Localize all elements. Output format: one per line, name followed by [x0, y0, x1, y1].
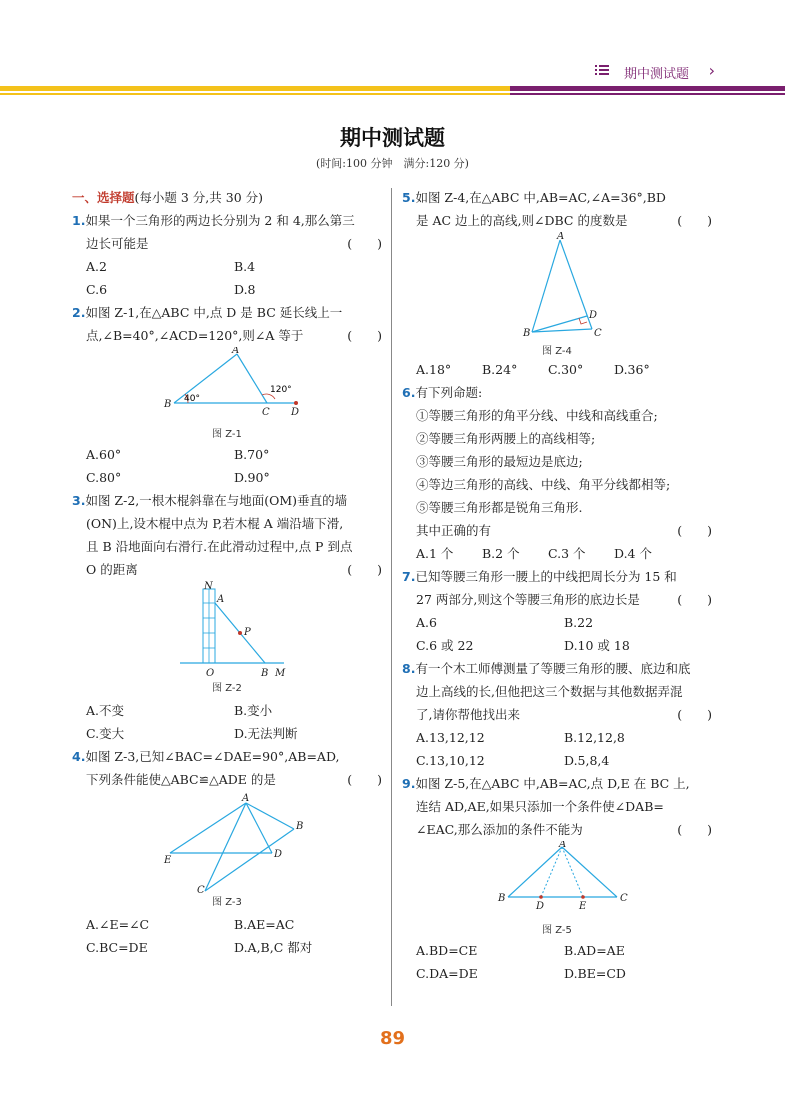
segment-ac	[562, 847, 617, 897]
chevron-right-icon: ›	[708, 61, 715, 80]
page-header	[0, 0, 785, 100]
header-bar-yellow-thin	[0, 93, 510, 95]
label-c: C	[197, 885, 205, 893]
question-text: 点,∠B=40°,∠ACD=120°,则∠A 等于	[86, 328, 304, 343]
figure-caption: 图 Z-1	[212, 429, 242, 440]
option-c[interactable]: C.13,10,12	[416, 753, 485, 768]
question-1	[72, 209, 382, 301]
option-d[interactable]: D.5,8,4	[564, 753, 610, 768]
question-text: 如图 Z-1,在△ABC 中,点 D 是 BC 延长线上一	[85, 305, 343, 320]
answer-blank[interactable]: ( )	[347, 236, 382, 251]
option-d[interactable]: D.36°	[614, 362, 650, 377]
option-c[interactable]: C.6	[86, 282, 108, 297]
figure-z1	[72, 347, 382, 425]
option-b[interactable]: B.12,12,8	[564, 730, 625, 745]
section-heading: 一、选择题(每小题 3 分,共 30 分)	[72, 190, 263, 205]
label-o: O	[206, 668, 215, 679]
question-text: 边长可能是	[86, 236, 149, 251]
option-a[interactable]: A.∠E=∠C	[86, 917, 150, 932]
option-c[interactable]: C.变大	[86, 726, 125, 741]
label-d: D	[291, 407, 300, 418]
option-b[interactable]: B.变小	[234, 703, 273, 718]
question-3	[72, 489, 382, 745]
question-text: 如图 Z-4,在△ABC 中,AB=AC,∠A=36°,BD	[415, 190, 666, 205]
isosceles-de-diagram	[402, 841, 712, 921]
option-b[interactable]: B.24°	[482, 362, 518, 377]
option-d[interactable]: D.无法判断	[234, 726, 298, 741]
option-c[interactable]: C.6 或 22	[416, 638, 474, 653]
option-a[interactable]: A.13,12,12	[416, 730, 485, 745]
label-a: A	[559, 841, 567, 850]
question-text: ∠EAC,那么添加的条件不能为	[416, 822, 583, 837]
label-a: A	[557, 232, 565, 242]
triangles-diagram	[72, 791, 382, 893]
label-c: C	[262, 407, 270, 418]
question-text: 是 AC 边上的高线,则∠DBC 的度数是	[416, 213, 628, 228]
label-b: B	[523, 328, 531, 339]
label-e: E	[164, 855, 172, 866]
label-c: C	[620, 893, 628, 904]
question-number: 5.	[402, 190, 416, 205]
angle-b-value: 40°	[184, 394, 200, 404]
option-b[interactable]: B.AE=AC	[234, 917, 295, 932]
label-b: B	[296, 821, 304, 832]
statement-1: ①等腰三角形的角平分线、中线和高线重合;	[416, 408, 658, 423]
page-subtitle: (时间:100 分钟 满分:120 分)	[316, 157, 469, 170]
question-7	[402, 565, 712, 657]
label-d: D	[274, 849, 283, 860]
segment-ad	[541, 847, 562, 897]
statement-4: ④等边三角形的高线、中线、角平分线都相等;	[416, 477, 671, 492]
question-text: O 的距离	[86, 562, 138, 577]
left-column	[72, 186, 382, 959]
question-9	[402, 772, 712, 985]
label-a: A	[232, 347, 240, 356]
figure-z3	[72, 791, 382, 893]
option-d[interactable]: D.BE=CD	[564, 966, 626, 981]
angle-c-value: 120°	[270, 385, 292, 395]
label-b: B	[164, 399, 172, 410]
question-number: 6.	[402, 385, 416, 400]
option-d[interactable]: D.4 个	[614, 546, 652, 561]
header-section-label: 期中测试题	[623, 67, 689, 82]
header-bar-yellow	[0, 86, 510, 91]
answer-blank[interactable]: ( )	[677, 523, 712, 538]
question-text: 连结 AD,AE,如果只添加一个条件使∠DAB=	[416, 799, 664, 814]
point-p	[238, 631, 242, 635]
option-a[interactable]: A.18°	[416, 362, 452, 377]
question-5	[402, 186, 712, 381]
label-e: E	[579, 901, 587, 912]
option-a[interactable]: A.BD=CE	[416, 943, 478, 958]
label-a: A	[242, 793, 250, 804]
label-m: M	[275, 668, 286, 679]
label-n: N	[204, 581, 213, 592]
question-8	[402, 657, 712, 772]
segment-ab	[508, 847, 562, 897]
question-text: 已知等腰三角形一腰上的中线把周长分为 15 和	[415, 569, 677, 584]
question-number: 4.	[72, 749, 86, 764]
label-c: C	[594, 328, 602, 339]
figure-z2	[72, 581, 382, 679]
point-d	[539, 895, 543, 899]
column-divider	[391, 188, 392, 1006]
question-6	[402, 381, 712, 565]
point-d	[294, 401, 298, 405]
option-b[interactable]: B.22	[564, 615, 594, 630]
list-icon	[595, 63, 609, 77]
answer-blank[interactable]: ( )	[677, 707, 712, 722]
figure-z4	[402, 232, 712, 342]
answer-blank[interactable]: ( )	[677, 213, 712, 228]
question-number: 3.	[72, 493, 86, 508]
option-b[interactable]: B.2 个	[482, 546, 520, 561]
label-d: D	[536, 901, 545, 912]
header-bar-purple-thin	[510, 93, 785, 95]
header-bar-purple	[510, 86, 785, 91]
segment-ac	[560, 240, 592, 329]
question-text: 其中正确的有	[416, 523, 492, 538]
option-a[interactable]: A.60°	[86, 447, 122, 462]
isosceles-diagram	[402, 232, 712, 342]
right-angle-mark	[579, 318, 587, 324]
figure-z5	[402, 841, 712, 921]
option-a[interactable]: A.6	[416, 615, 437, 630]
question-text: 如图 Z-5,在△ABC 中,AB=AC,点 D,E 在 BC 上,	[415, 776, 690, 791]
option-c[interactable]: C.BC=DE	[86, 940, 148, 955]
option-a[interactable]: A.2	[86, 259, 107, 274]
segment-ae	[562, 847, 583, 897]
option-c[interactable]: C.30°	[548, 362, 584, 377]
page-number: 89	[379, 1028, 406, 1049]
question-2	[72, 301, 382, 489]
question-text: 如图 Z-2,一根木棍斜靠在与地面(OM)垂直的墙	[85, 493, 348, 508]
segment-ab	[532, 240, 560, 332]
question-text: 有一个木工师傅测量了等腰三角形的腰、底边和底	[415, 661, 691, 676]
question-4	[72, 745, 382, 959]
question-text: 如果一个三角形的两边长分别为 2 和 4,那么第三	[85, 213, 355, 228]
option-b[interactable]: B.70°	[234, 447, 270, 462]
figure-caption: 图 Z-4	[542, 346, 572, 357]
segment-ac	[237, 354, 267, 403]
question-text: 如图 Z-3,已知∠BAC=∠DAE=90°,AB=AD,	[85, 749, 340, 764]
question-text: 27 两部分,则这个等腰三角形的底边长是	[416, 592, 640, 607]
option-b[interactable]: B.4	[234, 259, 256, 274]
answer-blank[interactable]: ( )	[347, 772, 382, 787]
question-text: (ON)上,设木棍中点为 P,若木棍 A 端沿墙下滑,	[86, 516, 344, 531]
option-d[interactable]: D.8	[234, 282, 256, 297]
statement-2: ②等腰三角形两腰上的高线相等;	[416, 431, 596, 446]
ladder-diagram	[72, 581, 382, 679]
option-a[interactable]: A.不变	[86, 703, 125, 718]
statement-3: ③等腰三角形的最短边是底边;	[416, 454, 583, 469]
figure-caption: 图 Z-2	[212, 683, 242, 694]
option-d[interactable]: D.90°	[234, 470, 270, 485]
option-d[interactable]: D.10 或 18	[564, 638, 630, 653]
question-text: 有下列命题:	[415, 385, 483, 400]
question-text: 下列条件能使△ABC≌△ADE 的是	[86, 772, 276, 787]
option-d[interactable]: D.A,B,C 都对	[234, 940, 313, 955]
option-a[interactable]: A.1 个	[416, 546, 454, 561]
label-a: A	[217, 594, 225, 605]
option-c[interactable]: C.3 个	[548, 546, 586, 561]
question-number: 7.	[402, 569, 416, 584]
triangle-diagram	[72, 347, 382, 425]
label-d: D	[589, 310, 598, 321]
question-number: 1.	[72, 213, 86, 228]
point-e	[581, 895, 585, 899]
right-column	[402, 186, 712, 985]
question-text: 边上高线的长,但他把这三个数据与其他数据弄混	[416, 684, 683, 699]
answer-blank[interactable]: ( )	[677, 822, 712, 837]
label-b: B	[261, 668, 269, 679]
question-number: 9.	[402, 776, 416, 791]
question-number: 2.	[72, 305, 86, 320]
answer-blank[interactable]: ( )	[347, 562, 382, 577]
figure-caption: 图 Z-5	[542, 925, 572, 936]
option-b[interactable]: B.AD=AE	[564, 943, 625, 958]
label-b: B	[498, 893, 506, 904]
question-text: 了,请你帮他找出来	[416, 707, 520, 722]
option-c[interactable]: C.80°	[86, 470, 122, 485]
figure-caption: 图 Z-3	[212, 897, 242, 908]
label-p: P	[244, 627, 251, 638]
answer-blank[interactable]: ( )	[347, 328, 382, 343]
statement-5: ⑤等腰三角形都是锐角三角形.	[416, 500, 583, 515]
answer-blank[interactable]: ( )	[677, 592, 712, 607]
question-text: 且 B 沿地面向右滑行.在此滑动过程中,点 P 到点	[86, 539, 353, 554]
page-title: 期中测试题	[340, 126, 445, 150]
segment-cb	[205, 829, 294, 891]
question-number: 8.	[402, 661, 416, 676]
option-c[interactable]: C.DA=DE	[416, 966, 478, 981]
